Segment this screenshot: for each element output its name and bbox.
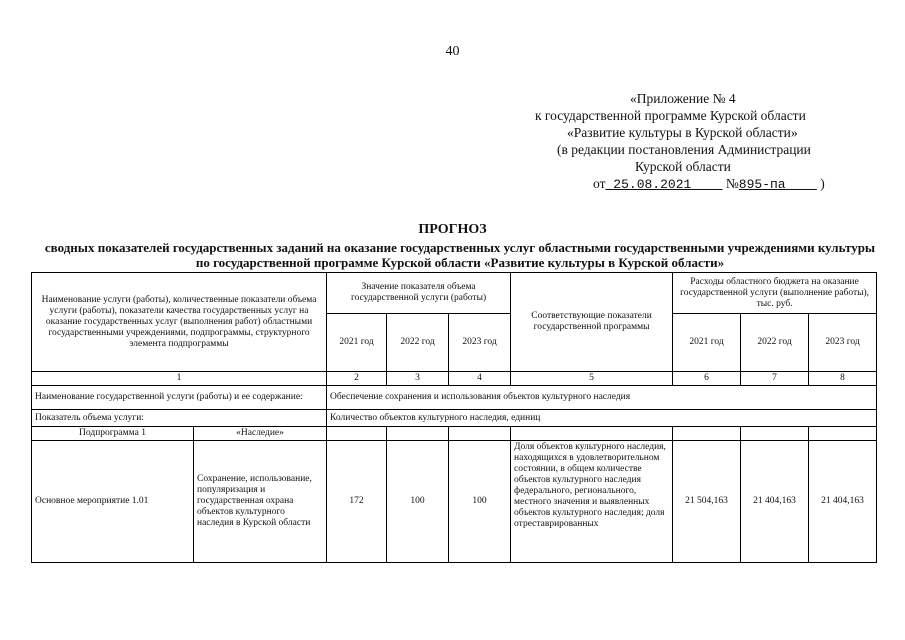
document-subtitle: сводных показателей государственных заданий на оказание государственных услуг областными государственными учреждениями культуры по государственной программе Курской области «Развитие культуры в Курской области» <box>44 240 876 270</box>
program-indicator: Доля объектов культурного наследия, находящихся в удовлетворительном состоянии, в общем количестве объектов культурного наследия федерального, регионального, местного значения и выявленных объектов культурного наследия; доля отреставрированных <box>511 441 673 563</box>
col-number: 7 <box>741 372 809 386</box>
activity-description: Сохранение, использование, популяризация и государственная охрана объектов культурного наследия в Курской области <box>194 441 327 563</box>
budget-2021: 21 504,163 <box>673 441 741 563</box>
indicator-value: Количество объектов культурного наследия, единиц <box>327 410 877 427</box>
subprogram-label: Подпрограмма 1 <box>32 427 194 441</box>
appendix-line: Курской области <box>635 159 731 174</box>
number-row <box>32 372 877 386</box>
subprogram-row <box>32 427 877 441</box>
forecast-table <box>31 272 877 563</box>
header-year: 2021 год <box>673 314 741 372</box>
value-2022: 100 <box>387 441 449 563</box>
decree-date: 25.08.2021 <box>613 177 692 192</box>
indicator-label: Показатель объема услуги: <box>32 410 327 427</box>
appendix-line: «Приложение № 4 <box>630 91 736 106</box>
header-budget-group: Расходы областного бюджета на оказание государственной услуги (выполнение работы), тыс. руб. <box>673 273 877 314</box>
col-number: 1 <box>32 372 327 386</box>
appendix-line: (в редакции постановления Администрации <box>557 142 811 157</box>
header-value-group: Значение показателя объема государственной услуги (работы) <box>327 273 511 314</box>
document-title: ПРОГНОЗ <box>418 222 487 237</box>
number-prefix: № <box>725 176 739 191</box>
empty-cell <box>387 427 449 441</box>
header-year: 2022 год <box>741 314 809 372</box>
subprogram-name: «Наследие» <box>194 427 327 441</box>
budget-2023: 21 404,163 <box>809 441 877 563</box>
header-year: 2021 год <box>327 314 387 372</box>
indicator-row <box>32 410 877 427</box>
appendix-line: «Развитие культуры в Курской области» <box>567 125 798 140</box>
value-2023: 100 <box>449 441 511 563</box>
budget-2022: 21 404,163 <box>741 441 809 563</box>
header-year: 2023 год <box>809 314 877 372</box>
empty-cell <box>327 427 387 441</box>
empty-cell <box>809 427 877 441</box>
service-row <box>32 386 877 410</box>
appendix-date-line <box>535 175 855 193</box>
col-number: 6 <box>673 372 741 386</box>
empty-cell <box>511 427 673 441</box>
empty-cell <box>673 427 741 441</box>
appendix-line: к государственной программе Курской области <box>535 108 806 123</box>
header-row-1 <box>32 273 877 314</box>
col-number: 2 <box>327 372 387 386</box>
col-number: 3 <box>387 372 449 386</box>
service-label: Наименование государственной услуги (работы) и ее содержание: <box>32 386 327 410</box>
empty-cell <box>741 427 809 441</box>
col-number: 8 <box>809 372 877 386</box>
header-year: 2022 год <box>387 314 449 372</box>
closing-paren: ) <box>820 176 825 191</box>
header-col5: Соответствующие показатели государственной программы <box>511 273 673 372</box>
date-prefix: от <box>593 176 606 191</box>
page-number: 40 <box>445 44 460 59</box>
header-col1: Наименование услуги (работы), количественные показатели объема услуги (работы), показатели качества государственных услуг на оказание государственных услуг (выполнения работ) областными государственными учреждениями, подпрограммы, структурного элемента подпрограммы <box>32 273 327 372</box>
activity-row <box>32 441 877 563</box>
col-number: 4 <box>449 372 511 386</box>
header-year: 2023 год <box>449 314 511 372</box>
decree-number: 895-па <box>738 177 786 192</box>
value-2021: 172 <box>327 441 387 563</box>
empty-cell <box>449 427 511 441</box>
col-number: 5 <box>511 372 673 386</box>
service-value: Обеспечение сохранения и использования объектов культурного наследия <box>327 386 877 410</box>
appendix-block <box>535 90 855 193</box>
activity-name: Основное мероприятие 1.01 <box>32 441 194 563</box>
